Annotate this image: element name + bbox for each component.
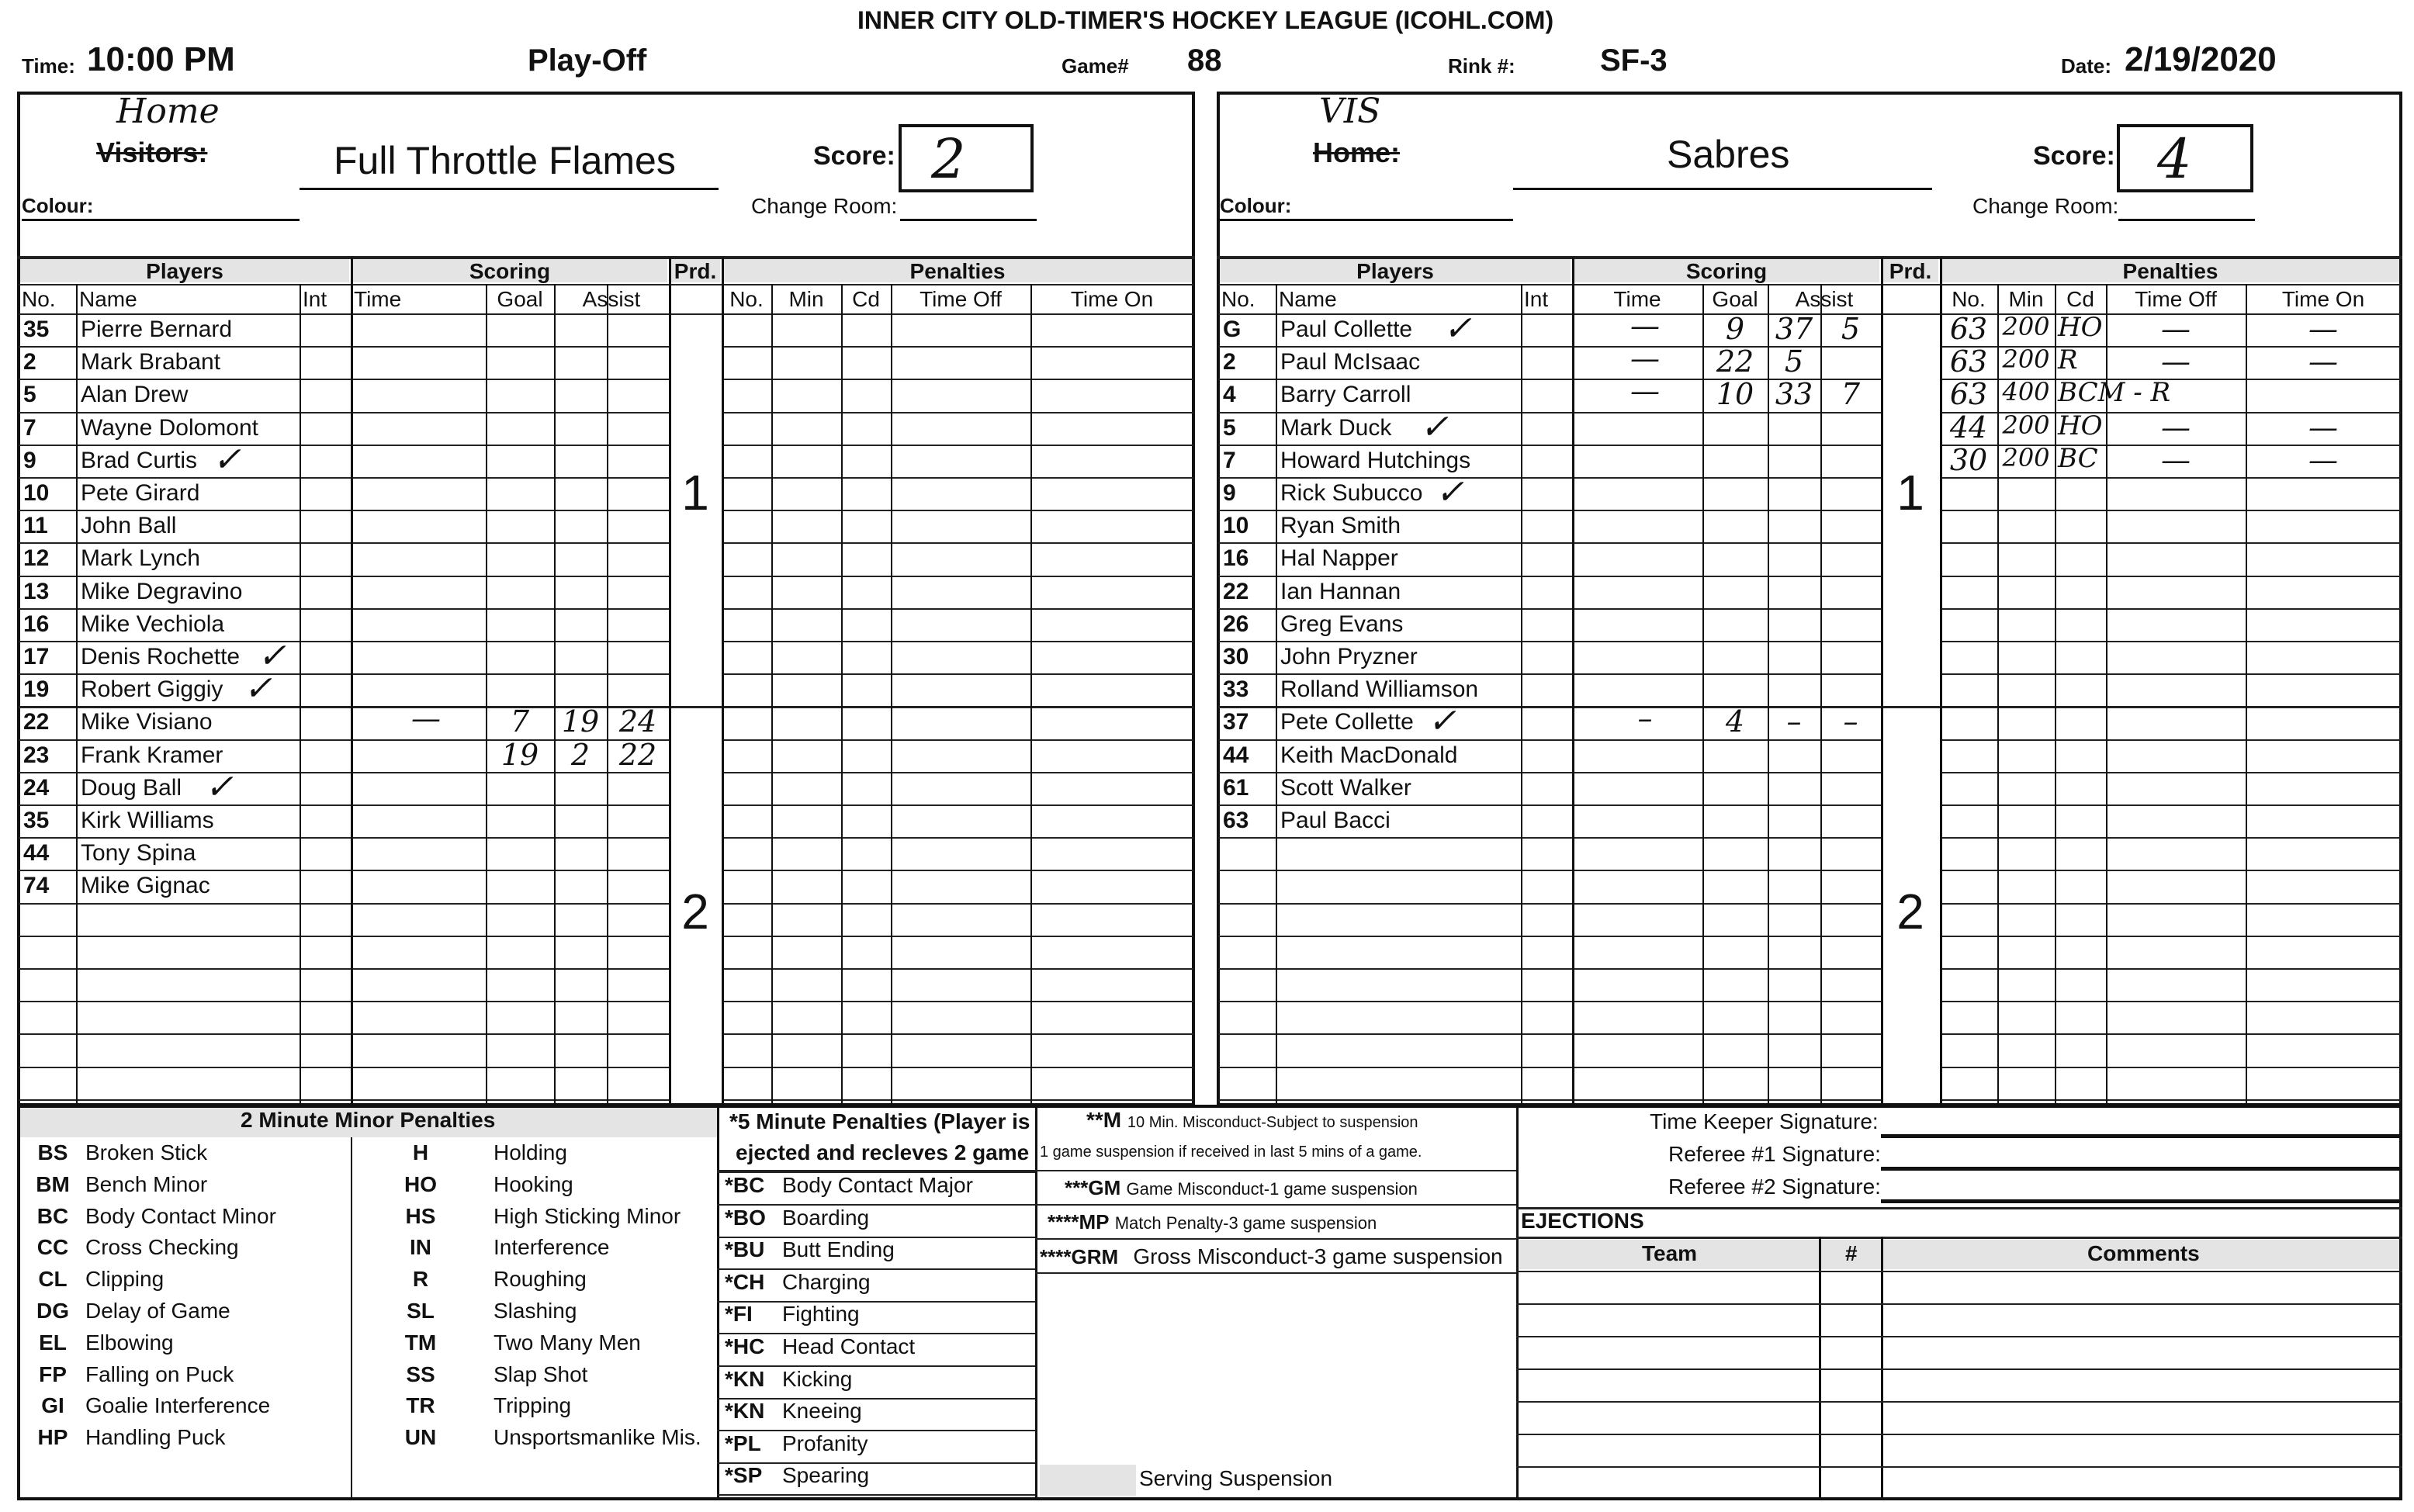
right-player-name: Keith MacDonald	[1280, 742, 1458, 768]
right-assist-2: –	[1843, 704, 1858, 739]
right-player-name: Howard Hutchings	[1280, 447, 1471, 473]
right-player-name: Paul Collette	[1280, 317, 1413, 342]
minor-penalty-code: BC	[36, 1203, 69, 1228]
left-player-number: 74	[23, 873, 50, 899]
misc-grm-code: ****GRM	[1040, 1245, 1119, 1268]
right-time-off: —	[2161, 442, 2191, 477]
left-player-name: Pete Girard	[81, 480, 200, 506]
referee2-signature-line[interactable]	[1881, 1199, 2401, 1203]
right-player-number: 4	[1223, 382, 1236, 408]
left-player-number: 44	[23, 840, 50, 867]
major-penalty-description: Butt Ending	[782, 1237, 895, 1262]
misc-gm-code: ***GM	[1065, 1176, 1121, 1199]
major-penalty-code: *PL	[725, 1431, 761, 1455]
minor-penalty-code: TR	[406, 1393, 435, 1418]
right-score-label: Score:	[2033, 141, 2115, 171]
right-penalty-minutes: 400	[2002, 377, 2050, 407]
minor-penalty-description: Falling on Puck	[85, 1361, 234, 1386]
minor-penalty-description: Interference	[494, 1235, 610, 1260]
right-col-no: No.	[1952, 287, 1986, 311]
ejection-row[interactable]	[1516, 1434, 2402, 1435]
left-player-number: 16	[23, 611, 50, 637]
minor-penalty-description: Clipping	[85, 1267, 165, 1292]
right-player-number: 63	[1223, 808, 1249, 833]
minor-penalty-code: FP	[39, 1361, 67, 1386]
right-printed-role: Home:	[1313, 137, 1401, 168]
minor-penalty-code: IN	[410, 1235, 431, 1260]
misc-m-code: **M	[1086, 1108, 1122, 1132]
right-player-number: 61	[1223, 774, 1249, 801]
right-assist-1: 33	[1775, 377, 1813, 412]
left-col-time: Time	[354, 287, 402, 311]
right-player-checkmark: ✓	[1436, 472, 1464, 512]
right-player-name: Rick Subucco	[1280, 480, 1423, 506]
minor-penalty-description: Goalie Interference	[85, 1393, 271, 1418]
right-players-header: Players	[1356, 259, 1434, 283]
left-player-name: Tony Spina	[81, 840, 196, 867]
minor-penalty-description: High Sticking Minor	[494, 1203, 681, 1228]
right-player-number: 7	[1223, 447, 1236, 473]
minor-penalty-description: Elbowing	[85, 1330, 174, 1355]
left-grid	[19, 258, 1193, 1105]
right-player-checkmark: ✓	[1420, 407, 1449, 447]
right-penalty-number: 44	[1949, 410, 1988, 445]
ejections-team-header: Team	[1642, 1241, 1698, 1265]
major-penalty-description: Kneeing	[782, 1399, 862, 1424]
left-player-number: 17	[23, 644, 50, 670]
left-col-goal: Goal	[497, 287, 543, 311]
left-player-number: 35	[23, 317, 50, 342]
left-player-number: 24	[23, 774, 50, 801]
right-time-off: —	[2161, 410, 2191, 445]
right-assist-2: 5	[1841, 312, 1861, 346]
right-player-checkmark: ✓	[1428, 701, 1456, 742]
left-player-name: Frank Kramer	[81, 742, 223, 768]
left-goal-scorer: 19	[500, 737, 539, 772]
rink-label: Rink #:	[1448, 54, 1515, 78]
left-player-number: 5	[23, 382, 36, 408]
left-printed-role: Visitors:	[96, 137, 208, 168]
minor-penalty-code: TM	[404, 1330, 437, 1355]
left-player-name: John Ball	[81, 513, 177, 539]
minor-penalty-description: Tripping	[494, 1393, 572, 1418]
right-penalty-minutes: 200	[2002, 344, 2050, 375]
left-period-1: 1	[681, 465, 709, 521]
minor-penalty-description: Body Contact Minor	[85, 1203, 276, 1228]
left-player-name: Denis Rochette	[81, 644, 241, 670]
minor-penalty-description: Cross Checking	[85, 1235, 239, 1260]
league-title: INNER CITY OLD-TIMER'S HOCKEY LEAGUE (ICOHL.COM)	[857, 6, 1554, 34]
major-title-line2: ejected and recleves 2 game	[736, 1140, 1030, 1164]
minor-penalty-code: DG	[36, 1299, 69, 1323]
left-player-name: Mark Brabant	[81, 349, 221, 375]
game-number: 88	[1187, 43, 1222, 78]
left-col-no: No.	[729, 287, 764, 311]
referee1-signature-line[interactable]	[1881, 1167, 2401, 1171]
right-time-off: —	[2161, 344, 2191, 379]
right-player-name: Rolland Williamson	[1280, 676, 1479, 703]
right-player-name: Paul McIsaac	[1280, 349, 1421, 375]
legend-panel	[17, 1105, 2402, 1500]
right-penalty-minutes: 200	[2002, 312, 2050, 341]
right-player-name: Paul Bacci	[1280, 808, 1391, 833]
minor-penalty-code: H	[412, 1140, 429, 1164]
ejections-comments-header: Comments	[2087, 1241, 2200, 1265]
right-penalty-code: R	[2058, 344, 2078, 376]
right-player-checkmark: ✓	[1443, 309, 1472, 348]
date-label: Date:	[2061, 54, 2112, 78]
right-score: 4	[2157, 127, 2192, 191]
right-time-on: —	[2308, 312, 2338, 346]
right-player-number: 10	[1223, 513, 1249, 539]
right-scoring-header: Scoring	[1685, 259, 1768, 283]
left-player-number: 12	[23, 545, 50, 572]
major-penalty-description: Head Contact	[782, 1334, 916, 1358]
left-player-name: Mike Vechiola	[81, 611, 225, 637]
minor-penalty-code: UN	[404, 1425, 437, 1450]
left-assist-2: 22	[618, 737, 657, 772]
left-col-min: Min	[788, 287, 824, 311]
right-player-name: Greg Evans	[1280, 611, 1404, 637]
game-type: Play-Off	[528, 43, 647, 78]
right-time-off: —	[2161, 312, 2191, 346]
right-assist-1: 37	[1775, 312, 1813, 346]
major-penalty-code: *KN	[725, 1399, 765, 1424]
right-player-number: 44	[1223, 742, 1249, 768]
right-prd-header: Prd.	[1889, 259, 1932, 283]
left-col-no: No.	[22, 287, 56, 311]
right-player-name: John Pryzner	[1280, 644, 1418, 670]
left-player-number: 10	[23, 480, 50, 506]
left-goal-time: —	[411, 701, 441, 736]
misc-grm-desc: Gross Misconduct-3 game suspension	[1133, 1244, 1503, 1268]
game-time: 10:00 PM	[87, 40, 235, 78]
left-player-name: Alan Drew	[81, 382, 189, 408]
left-player-number: 23	[23, 742, 50, 768]
minor-penalty-description: Hooking	[494, 1171, 573, 1196]
right-goal-time: —	[1630, 309, 1660, 343]
right-penalty-number: 30	[1949, 442, 1988, 477]
minor-penalty-code: BM	[36, 1171, 70, 1196]
ejections-number-header: #	[1845, 1241, 1858, 1265]
game-number-label: Game#	[1062, 54, 1129, 78]
ejections-title: EJECTIONS	[1521, 1209, 1644, 1233]
left-col-name: Name	[79, 287, 137, 311]
left-player-number: 19	[23, 676, 50, 703]
right-period-1: 1	[1896, 465, 1924, 521]
right-penalty-code: HO	[2058, 410, 2103, 441]
right-goal-time: —	[1630, 341, 1660, 376]
minor-penalty-code: CL	[38, 1267, 68, 1292]
right-player-name: Hal Napper	[1280, 545, 1398, 572]
minor-penalty-code: HS	[405, 1203, 436, 1228]
major-penalty-description: Boarding	[782, 1205, 870, 1230]
right-time-on: —	[2308, 410, 2338, 445]
right-player-name: Scott Walker	[1280, 774, 1411, 801]
left-handwritten-role: Home	[116, 92, 220, 131]
right-assist-2: 7	[1841, 377, 1861, 412]
minor-penalty-code: BS	[37, 1140, 68, 1164]
minor-penalty-description: Delay of Game	[85, 1299, 230, 1323]
right-penalty-code: BCM - R	[2058, 377, 2171, 409]
left-player-name: Robert Giggiy	[81, 676, 223, 703]
left-assist-2: 24	[618, 704, 657, 739]
serving-suspension-swatch	[1040, 1465, 1136, 1496]
right-player-name: Barry Carroll	[1280, 382, 1411, 408]
serving-suspension-label: Serving Suspension	[1139, 1466, 1333, 1490]
right-player-name: Pete Collette	[1280, 709, 1414, 735]
right-period-2: 2	[1896, 884, 1924, 940]
right-penalty-code: BC	[2058, 442, 2098, 474]
right-goal-time: —	[1630, 374, 1660, 409]
minor-penalty-code: SL	[407, 1299, 435, 1323]
minor-penalty-description: Holding	[494, 1140, 567, 1164]
time-label: Time:	[22, 54, 75, 78]
right-player-name: Ian Hannan	[1280, 578, 1401, 604]
left-player-number: 13	[23, 578, 50, 604]
minor-penalty-description: Roughing	[494, 1267, 587, 1292]
major-penalty-code: *CH	[725, 1269, 765, 1294]
minor-penalty-description: Two Many Men	[494, 1330, 641, 1355]
right-goal-scorer: 22	[1716, 344, 1754, 379]
left-player-name: Wayne Dolomont	[81, 414, 258, 441]
left-player-name: Doug Ball	[81, 774, 182, 801]
right-time-on: —	[2308, 442, 2338, 477]
major-penalty-code: *FI	[725, 1302, 753, 1327]
misc-m-desc2: 1 game suspension if received in last 5 mins of a game.	[1040, 1144, 1422, 1161]
right-col-min: Min	[2008, 287, 2044, 311]
misc-m-desc: 10 Min. Misconduct-Subject to suspension	[1127, 1114, 1418, 1131]
right-col-cd: Cd	[2066, 287, 2094, 311]
left-col-int: Int	[303, 287, 327, 311]
minor-penalty-code: GI	[41, 1393, 64, 1418]
left-player-checkmark: ✓	[258, 636, 286, 676]
right-player-number: 2	[1223, 349, 1236, 375]
right-col-name: Name	[1279, 287, 1337, 311]
right-penalties-header: Penalties	[2122, 259, 2218, 283]
minor-penalty-description: Broken Stick	[85, 1140, 208, 1164]
right-grid	[1218, 258, 2401, 1105]
major-penalty-description: Kicking	[782, 1366, 853, 1391]
ejection-row[interactable]	[1516, 1368, 2402, 1370]
left-player-name: Pierre Bernard	[81, 317, 233, 342]
right-assist-1: –	[1786, 704, 1802, 739]
major-title-line1: *5 Minute Penalties (Player is	[729, 1109, 1030, 1133]
referee2-signature-label: Referee #2 Signature:	[1668, 1175, 1881, 1199]
left-player-number: 9	[23, 447, 36, 473]
major-penalty-code: *BU	[725, 1237, 765, 1262]
left-scoring-header: Scoring	[469, 259, 551, 283]
ejection-row[interactable]	[1516, 1271, 2402, 1272]
left-assist-1: 2	[570, 737, 591, 772]
left-player-checkmark: ✓	[205, 766, 234, 807]
left-col-assist: Assist	[582, 287, 641, 311]
right-penalty-number: 63	[1949, 312, 1988, 346]
major-penalty-description: Body Contact Major	[782, 1173, 973, 1197]
referee1-signature-label: Referee #1 Signature:	[1668, 1142, 1881, 1166]
right-col-int: Int	[1524, 287, 1549, 311]
major-penalty-code: *SP	[725, 1463, 763, 1488]
left-player-name: Mike Gignac	[81, 873, 210, 899]
left-player-number: 11	[23, 513, 48, 539]
minor-penalty-code: EL	[39, 1330, 67, 1355]
left-score-box	[899, 124, 1034, 192]
left-team-name: Full Throttle Flames	[334, 139, 676, 182]
major-penalty-description: Charging	[782, 1269, 871, 1294]
left-player-number: 35	[23, 808, 50, 833]
minor-penalty-code: CC	[36, 1235, 69, 1260]
minor-penalties-title: 2 Minute Minor Penalties	[241, 1108, 496, 1132]
right-assist-1: 5	[1784, 344, 1804, 379]
left-goal-scorer: 7	[510, 704, 530, 739]
left-player-number: 7	[23, 414, 36, 441]
major-penalty-description: Fighting	[782, 1302, 860, 1327]
minor-penalty-description: Slap Shot	[494, 1361, 588, 1386]
left-score: 2	[931, 127, 966, 191]
left-player-number: 2	[23, 349, 36, 375]
major-penalty-code: *BO	[725, 1205, 766, 1230]
right-player-number: 30	[1223, 644, 1249, 670]
left-col-time_off: Time Off	[920, 287, 1002, 311]
left-score-label: Score:	[813, 141, 895, 171]
right-goal-scorer: 4	[1725, 704, 1745, 739]
right-col-goal: Goal	[1712, 287, 1758, 311]
right-player-name: Mark Duck	[1280, 414, 1392, 441]
minor-penalty-description: Handling Puck	[85, 1425, 226, 1450]
right-col-no: No.	[1221, 287, 1255, 311]
misc-mp-code: ****MP	[1048, 1210, 1110, 1233]
right-player-number: 5	[1223, 414, 1236, 441]
left-player-checkmark: ✓	[244, 669, 272, 709]
timekeeper-signature-label: Time Keeper Signature:	[1650, 1109, 1879, 1133]
left-assist-1: 19	[561, 704, 600, 739]
major-penalty-code: *KN	[725, 1366, 765, 1391]
minor-penalty-code: HO	[404, 1171, 437, 1196]
left-players-header: Players	[146, 259, 223, 283]
minor-penalty-description: Unsportsmanlike Mis.	[494, 1425, 701, 1450]
left-player-name: Mike Visiano	[81, 709, 213, 735]
left-player-name: Brad Curtis	[81, 447, 198, 473]
left-player-name: Mike Degravino	[81, 578, 243, 604]
right-change-room-label: Change Room:	[1972, 194, 2119, 218]
major-penalty-description: Profanity	[782, 1431, 868, 1455]
right-player-number: 33	[1223, 676, 1249, 703]
major-penalty-code: *BC	[725, 1173, 765, 1197]
left-colour-label: Colour:	[22, 194, 94, 217]
rink-value: SF-3	[1600, 43, 1668, 78]
right-team-name: Sabres	[1667, 133, 1790, 176]
left-col-cd: Cd	[852, 287, 880, 311]
ejection-row[interactable]	[1516, 1466, 2402, 1468]
right-player-number: 22	[1223, 578, 1249, 604]
minor-penalty-description: Bench Minor	[85, 1171, 208, 1196]
major-penalty-description: Spearing	[782, 1463, 870, 1488]
right-col-time_off: Time Off	[2135, 287, 2217, 311]
left-player-name: Mark Lynch	[81, 545, 200, 572]
major-penalty-code: *HC	[725, 1334, 765, 1358]
left-penalties-header: Penalties	[909, 259, 1006, 283]
ejection-row[interactable]	[1516, 1336, 2402, 1337]
right-penalty-number: 63	[1949, 377, 1988, 412]
right-time-on: —	[2308, 344, 2338, 379]
minor-penalty-code: HP	[37, 1425, 68, 1450]
minor-penalty-description: Slashing	[494, 1299, 577, 1323]
right-player-number: 37	[1223, 709, 1249, 735]
left-prd-header: Prd.	[674, 259, 717, 283]
right-goal-time: –	[1637, 701, 1653, 736]
right-player-number: 9	[1223, 480, 1236, 506]
misc-gm-desc: Game Misconduct-1 game suspension	[1126, 1179, 1418, 1199]
game-date: 2/19/2020	[2125, 40, 2277, 78]
ejection-row[interactable]	[1516, 1401, 2402, 1403]
right-player-number: 16	[1223, 545, 1249, 572]
right-penalty-number: 63	[1949, 344, 1988, 379]
right-penalty-minutes: 200	[2002, 410, 2050, 440]
minor-penalty-code: SS	[406, 1361, 435, 1386]
left-col-time_on: Time On	[1070, 287, 1154, 311]
left-period-2: 2	[681, 884, 709, 940]
left-player-checkmark: ✓	[213, 439, 241, 479]
right-player-number: 26	[1223, 611, 1249, 637]
right-goal-scorer: 9	[1725, 312, 1745, 346]
timekeeper-signature-line[interactable]	[1881, 1134, 2401, 1138]
right-col-time_on: Time On	[2281, 287, 2365, 311]
left-player-number: 22	[23, 709, 50, 735]
right-handwritten-role: VIS	[1319, 92, 1381, 131]
right-colour-label: Colour:	[1220, 194, 1292, 217]
ejection-row[interactable]	[1516, 1303, 2402, 1305]
right-player-number: G	[1223, 317, 1242, 342]
right-goal-scorer: 10	[1716, 377, 1754, 412]
left-player-name: Kirk Williams	[81, 808, 214, 833]
left-change-room-label: Change Room:	[751, 194, 898, 218]
right-col-time: Time	[1613, 287, 1661, 311]
minor-penalty-code: R	[412, 1267, 429, 1292]
right-penalty-minutes: 200	[2002, 442, 2050, 472]
misc-mp-desc: Match Penalty-3 game suspension	[1114, 1213, 1377, 1233]
right-player-name: Ryan Smith	[1280, 513, 1401, 539]
right-penalty-code: HO	[2058, 312, 2103, 343]
right-col-assist: Assist	[1795, 287, 1854, 311]
